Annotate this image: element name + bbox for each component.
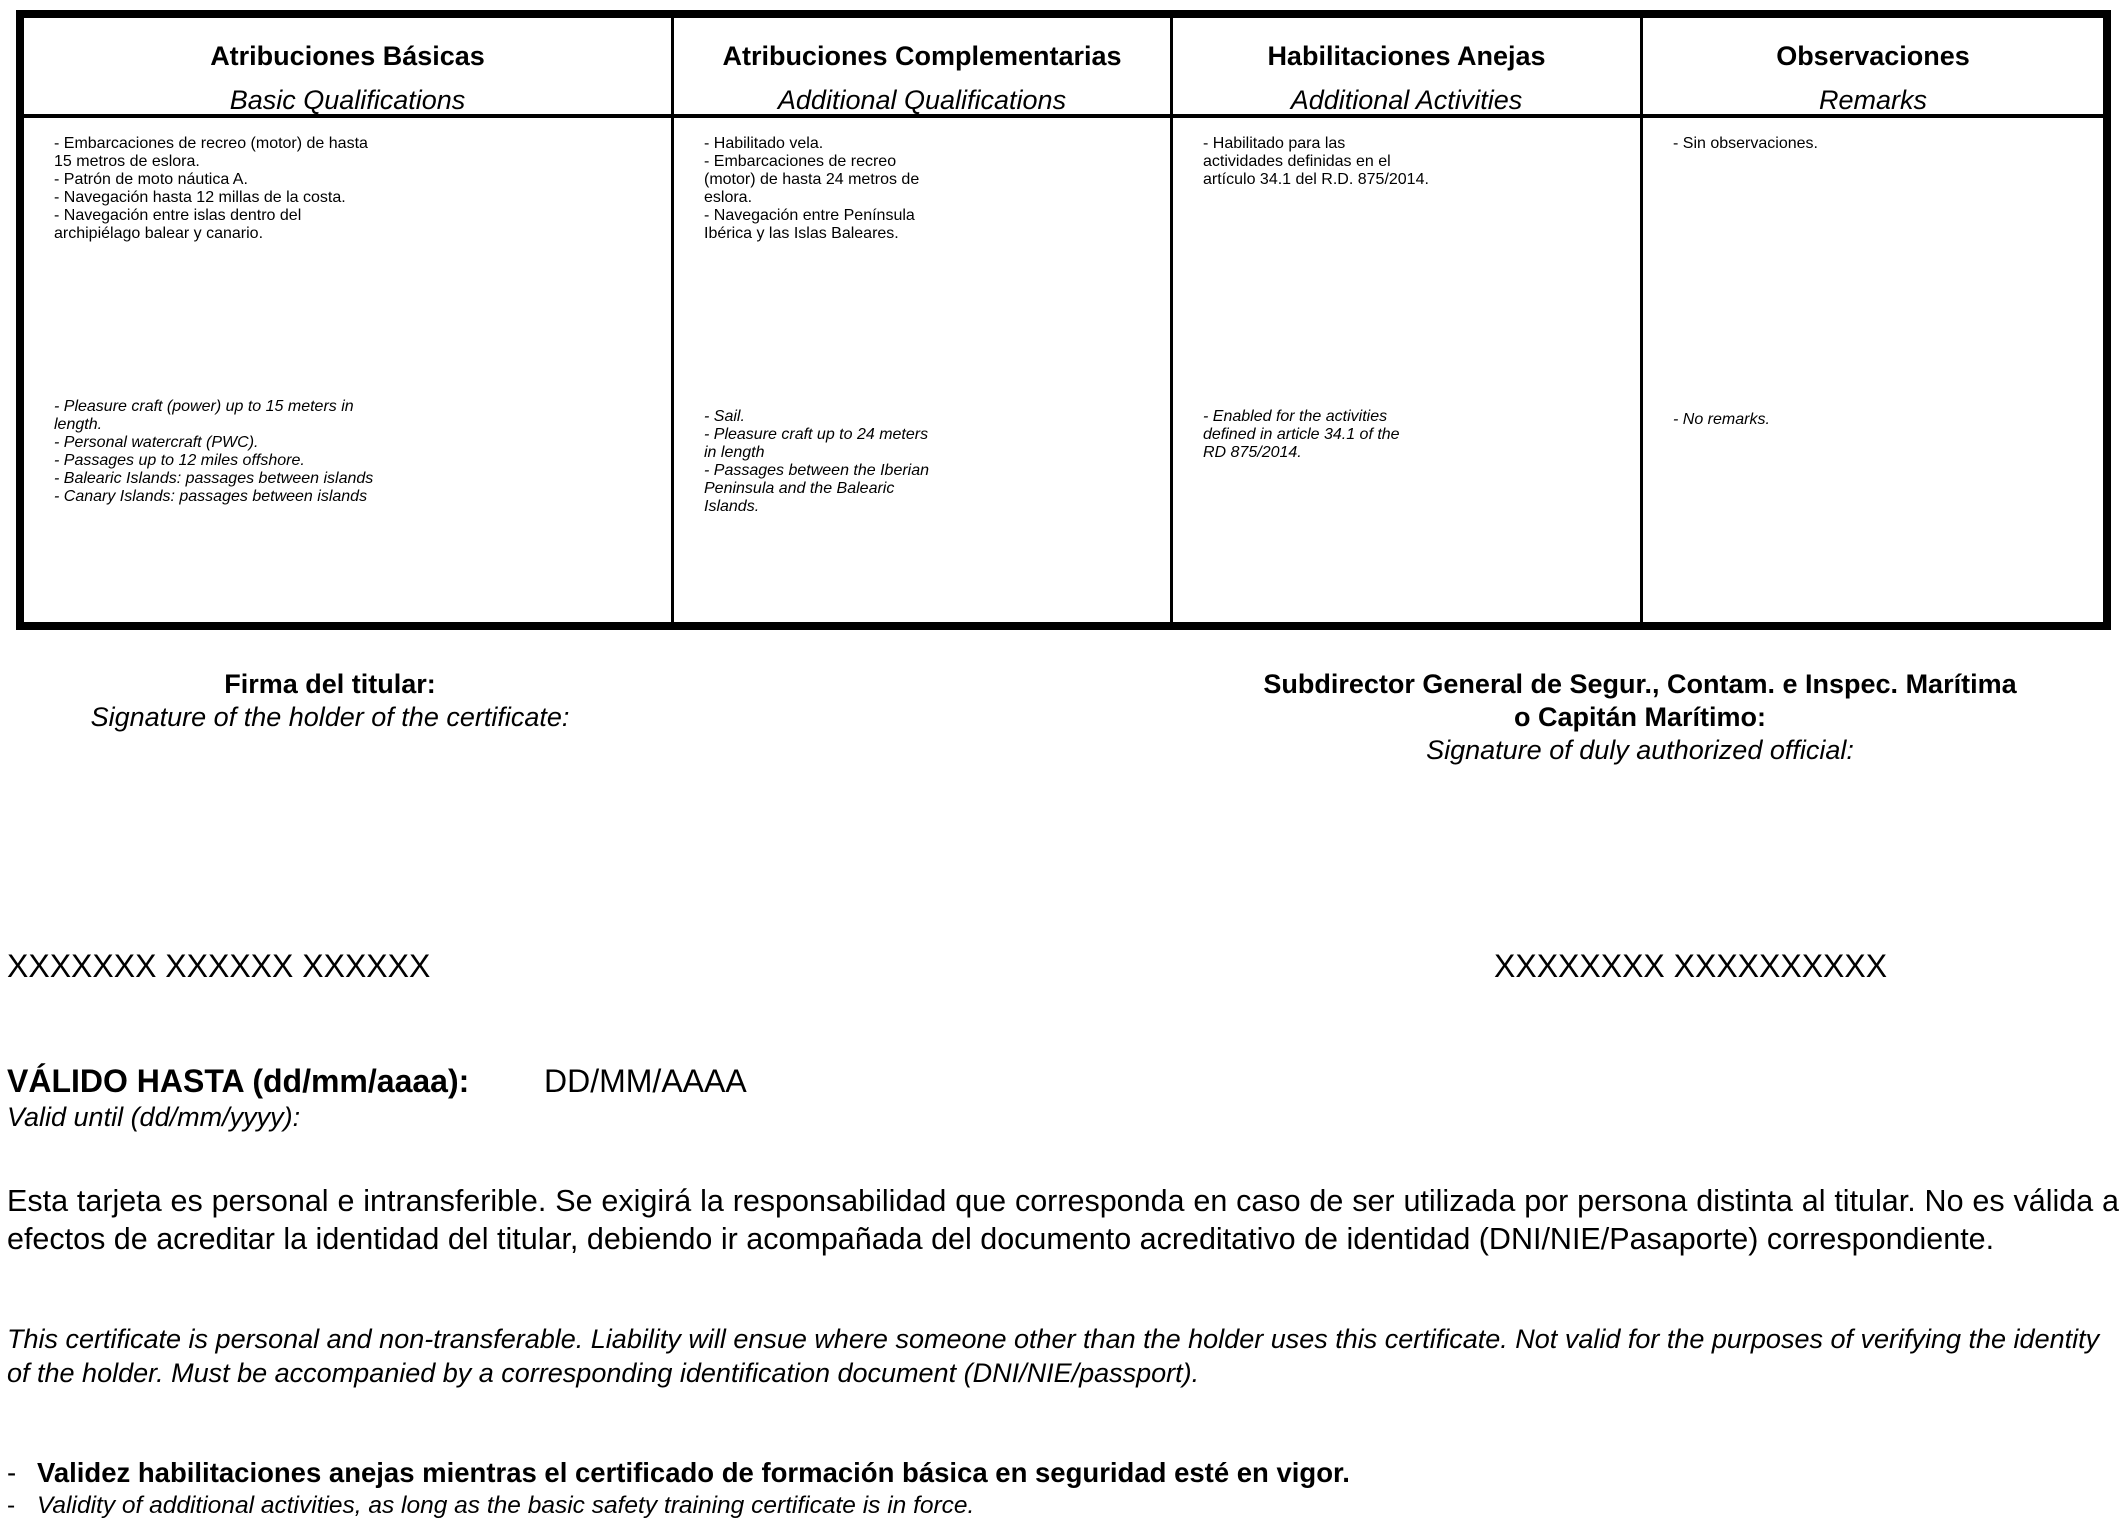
cell-line: - Canary Islands: passages between islands (54, 488, 368, 505)
column-heading-es: Atribuciones Básicas (210, 41, 485, 71)
remarks-es (1673, 135, 2089, 153)
holder-signature-label-en: Signature of the holder of the certificate: (90, 702, 570, 732)
cell-line: - Sail. (704, 408, 745, 425)
cell-line: eslora. (704, 189, 753, 206)
official-signature-label-en: Signature of duly authorized official: (1426, 735, 1854, 765)
valid-until-label-en: Valid until (dd/mm/yyyy): (7, 1102, 301, 1132)
column-heading-en: Remarks (1818, 85, 1927, 115)
cell-line: in length (704, 444, 765, 461)
footnote-es (7, 1457, 1350, 1489)
official-name: XXXXXXXX XXXXXXXXXX (1494, 948, 1888, 984)
column-heading-en: Basic Qualifications (229, 85, 466, 115)
official-signature-block (1210, 668, 2070, 767)
footnote-dash: - (7, 1457, 17, 1488)
cell-line: Ibérica y las Islas Baleares. (704, 225, 899, 242)
cell-line: - Balearic Islands: passages between islands (54, 470, 374, 487)
official-title-line-1: Subdirector General de Segur., Contam. e Inspec. Marítima (1263, 669, 2017, 699)
holder-signature-label-es: Firma del titular: (224, 669, 436, 699)
column-additional-qualifications (674, 18, 1173, 622)
column-heading-es: Habilitaciones Anejas (1267, 41, 1546, 71)
qualifications-es (54, 135, 657, 243)
column-header (24, 18, 671, 118)
cell-line: - Personal watercraft (PWC). (54, 434, 259, 451)
qualifications-en (704, 408, 1156, 516)
cell-line: defined in article 34.1 of the (1203, 426, 1400, 443)
column-basic-qualifications (24, 18, 674, 622)
cell-line: - Sin observaciones. (1673, 135, 1818, 152)
column-remarks (1643, 18, 2103, 622)
activities-es (1203, 135, 1626, 189)
cell-line: 15 metros de eslora. (54, 153, 200, 170)
cell-line: archipiélago balear y canario. (54, 225, 264, 242)
cell-line: - Pleasure craft (power) up to 15 meters in (54, 398, 354, 415)
qualifications-table (16, 10, 2111, 630)
cell-line: - Patrón de moto náutica A. (54, 171, 248, 188)
cell-line: - Navegación entre Península (704, 207, 915, 224)
cell-line: - Enabled for the activities (1203, 408, 1388, 425)
cell-line: RD 875/2014. (1203, 444, 1302, 461)
footnote-en (7, 1492, 974, 1520)
column-header (1643, 18, 2103, 118)
cell-line: actividades definidas en el (1203, 153, 1391, 170)
cell-line: - Passages up to 12 miles offshore. (54, 452, 305, 469)
holder-name: XXXXXXX XXXXXX XXXXXX (7, 948, 431, 984)
notice-paragraph-es: Esta tarjeta es personal e intransferible. Se exigirá la responsabilidad que corresponda en caso de ser utilizada por persona distinta al titular. No es válida a efectos de acreditar la identidad del titular, debiendo ir acompañada del documento acreditativo de identidad (DNI/NIE/Pasaporte) correspondiente. (7, 1184, 2119, 1256)
cell-line: - Habilitado para las (1203, 135, 1346, 152)
cell-line: - Pleasure craft up to 24 meters (704, 426, 929, 443)
remarks-en (1673, 411, 2089, 429)
activities-en (1203, 408, 1626, 462)
cell-line: - Habilitado vela. (704, 135, 824, 152)
cell-line: - Embarcaciones de recreo (motor) de hasta (54, 135, 368, 152)
column-heading-en: Additional Activities (1290, 85, 1523, 115)
column-header (674, 18, 1170, 118)
cell-line: artículo 34.1 del R.D. 875/2014. (1203, 171, 1429, 188)
qualifications-es (704, 135, 1156, 243)
cell-line: Peninsula and the Balearic (704, 480, 895, 497)
qualifications-en (54, 398, 657, 506)
footnote-dash: - (7, 1492, 16, 1519)
cell-line: (motor) de hasta 24 metros de (704, 171, 920, 188)
notice-paragraph-en: This certificate is personal and non-transferable. Liability will ensue where someone other than the holder uses this certificate. Not valid for the purposes of verifying the identity of the holder. Must be accompanied by a corresponding identification document (DNI/NIE/passport). (7, 1324, 2100, 1388)
footnote-text-en: Validity of additional activities, as long as the basic safety training certificate is in force. (37, 1492, 975, 1519)
cell-line: - Passages between the Iberian (704, 462, 930, 479)
cell-line: - Navegación entre islas dentro del (54, 207, 302, 224)
column-heading-en: Additional Qualifications (777, 85, 1067, 115)
official-title-line-2: o Capitán Marítimo: (1513, 702, 1766, 732)
column-heading-es: Atribuciones Complementarias (722, 41, 1122, 71)
valid-until-value: DD/MM/AAAA (544, 1063, 747, 1099)
cell-line: - Navegación hasta 12 millas de la costa. (54, 189, 346, 206)
footnote-text-es: Validez habilitaciones anejas mientras el certificado de formación básica en seguridad esté en vigor. (37, 1457, 1350, 1488)
column-header (1173, 18, 1640, 118)
cell-line: Islands. (704, 498, 760, 515)
cell-line: - No remarks. (1673, 411, 1770, 428)
valid-until-label-es: VÁLIDO HASTA (dd/mm/aaaa): (7, 1063, 470, 1099)
cell-line: - Embarcaciones de recreo (704, 153, 897, 170)
validity-block (7, 1063, 747, 1133)
holder-signature-block (50, 668, 610, 734)
cell-line: length. (54, 416, 103, 433)
column-heading-es: Observaciones (1776, 41, 1970, 71)
column-additional-activities (1173, 18, 1643, 622)
